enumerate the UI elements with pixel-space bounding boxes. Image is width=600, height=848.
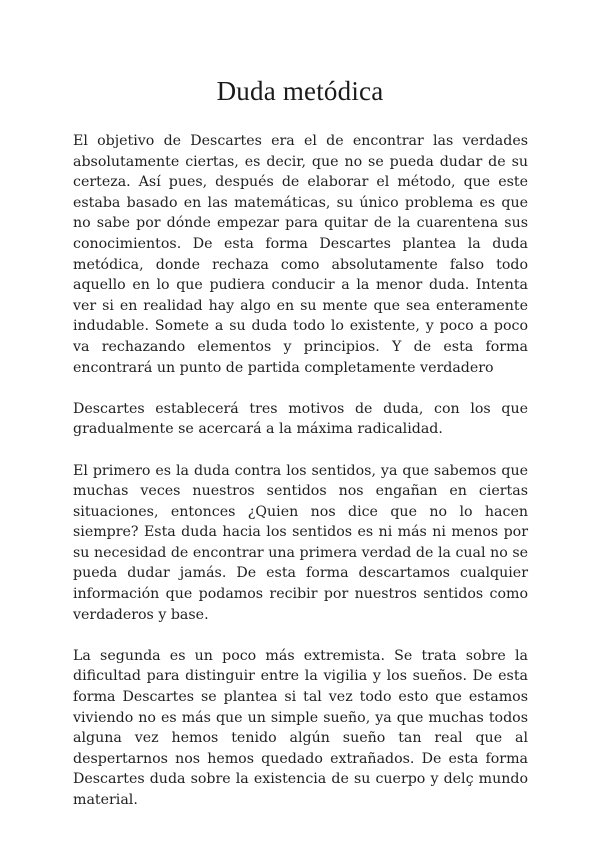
paragraph-sentidos: El primero es la duda contra los sentidos, ya que sabemos que muchas veces nuestros sentidos nos engañan en ciertas situaciones, entonces ¿Quien nos dice que no lo hacen siempre? Esta duda hacia los sentidos es ni más ni menos por su necesidad de encontrar una primera verdad de la cual no se pueda dudar jamás. De esta forma descartamos cualquier información que podamos recibir por nuestros sentidos como verdaderos y base. [73,462,528,623]
document-body [73,131,528,831]
paragraph-intro: El objetivo de Descartes era el de encontrar las verdades absolutamente ciertas, es decir, que no se pueda dudar de su certeza. Así pues, después de elaborar el método, que este estaba basado en las matemáticas, su único problema es que no sabe por dónde empezar para quitar de la cuarentena sus conocimientos. De esta forma Descartes plantea la duda metódica, donde rechaza como absolutamente falso todo aquello en lo que pudiera conducir a la menor duda. Intenta ver si en realidad hay algo en su mente que sea enteramente indudable. Somete a su duda todo lo existente, y poco a poco va rechazando elementos y principios. Y de esta forma encontrará un punto de partida completamente verdadero [73,133,528,376]
paragraph-motivos: Descartes establecerá tres motivos de duda, con los que gradualmente se acercará a la máxima radicalidad. [73,400,528,438]
paragraph-suenos: La segunda es un poco más extremista. Se trata sobre la dificultad para distinguir entre la vigilia y los sueños. De esta forma Descartes se plantea si tal vez todo esto que estamos viviendo no es más que un simple sueño, ya que muchas todos alguna vez hemos tenido algún sueño tan real que al despertarnos nos hemos quedado extrañados. De esta forma Descartes duda sobre la existencia de su cuerpo y delç mundo material. [73,647,528,808]
page-title: Duda metódica [216,76,384,106]
